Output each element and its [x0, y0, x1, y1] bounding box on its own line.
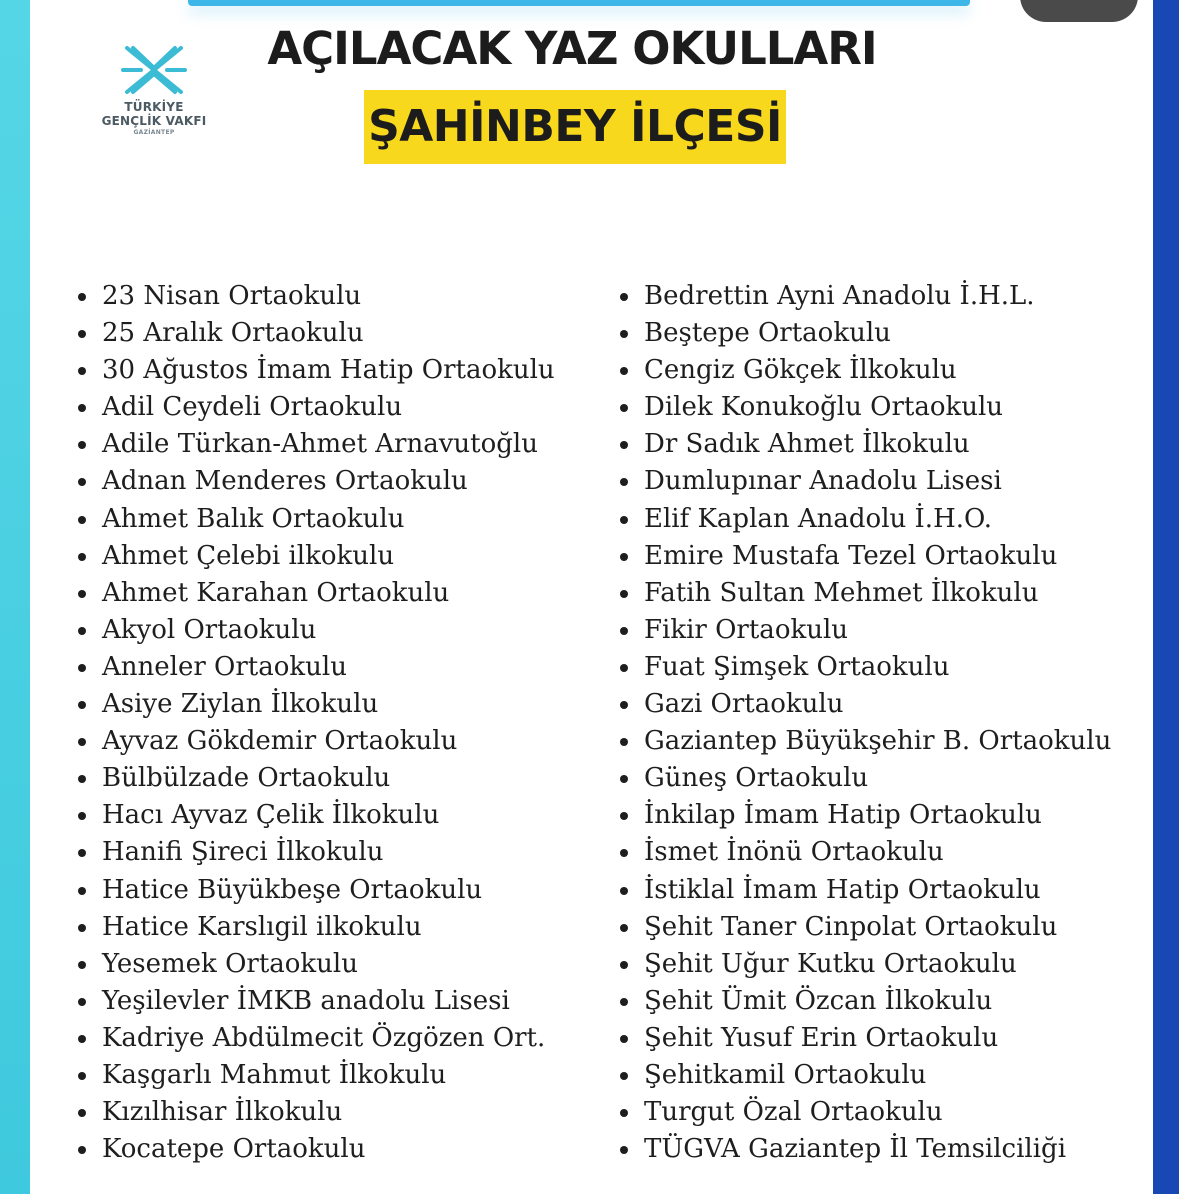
bullet-icon — [78, 293, 86, 301]
bullet-icon — [78, 1109, 86, 1117]
school-name: Gaziantep Büyükşehir B. Ortaokulu — [644, 726, 1112, 757]
bullet-icon — [620, 553, 628, 561]
school-name: Şehit Uğur Kutku Ortaokulu — [644, 948, 1017, 979]
school-name: Bedrettin Ayni Anadolu İ.H.L. — [644, 281, 1035, 311]
school-name: İstiklal İmam Hatip Ortaokulu — [644, 874, 1041, 905]
list-item — [618, 389, 1148, 426]
school-name: Asiye Ziylan İlkokulu — [102, 689, 379, 720]
bullet-icon — [78, 627, 86, 635]
school-name: Kaşgarlı Mahmut İlkokulu — [102, 1059, 447, 1090]
list-item — [76, 1094, 596, 1131]
bullet-icon — [620, 924, 628, 932]
bullet-icon — [620, 849, 628, 857]
school-name: Gazi Ortaokulu — [644, 689, 844, 720]
school-name: Elif Kaplan Anadolu İ.H.O. — [644, 503, 993, 534]
list-item — [618, 315, 1148, 352]
school-name: Adil Ceydeli Ortaokulu — [102, 392, 403, 423]
school-name: Dr Sadık Ahmet İlkokulu — [644, 429, 970, 460]
school-name: Şehit Ümit Özcan İlkokulu — [644, 985, 993, 1016]
bullet-icon — [78, 924, 86, 932]
school-name: Şehit Taner Cinpolat Ortaokulu — [644, 911, 1058, 942]
list-item — [76, 463, 596, 500]
school-name: Kızılhisar İlkokulu — [102, 1097, 343, 1128]
bullet-icon — [620, 367, 628, 375]
bullet-icon — [78, 553, 86, 561]
bullet-icon — [620, 516, 628, 524]
list-item — [76, 352, 596, 389]
list-item — [618, 723, 1148, 760]
list-item — [76, 834, 596, 871]
school-name: Hatice Karslıgil ilkokulu — [102, 911, 422, 942]
bullet-icon — [620, 590, 628, 598]
bullet-icon — [620, 701, 628, 709]
bullet-icon — [620, 478, 628, 486]
list-item — [76, 649, 596, 686]
bullet-icon — [620, 998, 628, 1006]
list-item — [618, 834, 1148, 871]
list-item — [76, 315, 596, 352]
list-item — [76, 501, 596, 538]
school-name: TÜGVA Gaziantep İl Temsilciliği — [644, 1134, 1067, 1165]
school-name: Kadriye Abdülmecit Özgözen Ort. — [102, 1022, 546, 1053]
bullet-icon — [620, 961, 628, 969]
bullet-icon — [620, 1109, 628, 1117]
page-title: AÇILACAK YAZ OKULLARI — [267, 22, 877, 75]
school-name: Yesemek Ortaokulu — [102, 948, 358, 979]
right-accent-band — [1153, 0, 1179, 1194]
school-name: Adile Türkan-Ahmet Arnavutoğlu — [102, 429, 538, 460]
list-item — [76, 909, 596, 946]
list-item — [618, 909, 1148, 946]
bullet-icon — [78, 516, 86, 524]
bullet-icon — [620, 404, 628, 412]
school-list-right — [618, 278, 1148, 1168]
bullet-icon — [78, 775, 86, 783]
bullet-icon — [78, 590, 86, 598]
bullet-icon — [78, 961, 86, 969]
bullet-icon — [620, 441, 628, 449]
school-name: İnkilap İmam Hatip Ortaokulu — [644, 800, 1042, 831]
school-name: Hanifi Şireci İlkokulu — [102, 837, 384, 868]
school-name: Adnan Menderes Ortaokulu — [102, 466, 468, 497]
list-item — [618, 501, 1148, 538]
list-item — [618, 463, 1148, 500]
school-name: Ahmet Çelebi ilkokulu — [102, 540, 395, 571]
subtitle-highlight — [364, 90, 786, 164]
list-item — [76, 575, 596, 612]
list-item — [618, 538, 1148, 575]
list-item — [76, 872, 596, 909]
bullet-icon — [78, 367, 86, 375]
list-item — [76, 946, 596, 983]
page-subtitle: ŞAHİNBEY İLÇESİ — [368, 101, 782, 152]
school-name: Hatice Büyükbeşe Ortaokulu — [102, 874, 483, 905]
list-item — [76, 1020, 596, 1057]
bullet-icon — [620, 812, 628, 820]
school-list-left — [76, 278, 596, 1168]
list-item — [76, 686, 596, 723]
bullet-icon — [78, 887, 86, 895]
list-item — [76, 278, 596, 315]
list-item — [76, 1131, 596, 1168]
list-item — [618, 760, 1148, 797]
bullet-icon — [620, 627, 628, 635]
logo-line-2: GENÇLİK VAKFI — [101, 114, 207, 128]
logo-line-3: GAZİANTEP — [133, 129, 175, 136]
bullet-icon — [78, 738, 86, 746]
list-item — [76, 389, 596, 426]
school-name: 23 Nisan Ortaokulu — [102, 281, 362, 311]
bullet-icon — [620, 330, 628, 338]
school-name: Turgut Özal Ortaokulu — [644, 1097, 943, 1128]
school-name: Şehitkamil Ortaokulu — [644, 1059, 927, 1090]
bullet-icon — [620, 664, 628, 672]
list-item — [76, 797, 596, 834]
school-name: Şehit Yusuf Erin Ortaokulu — [644, 1022, 999, 1053]
school-name: Dilek Konukoğlu Ortaokulu — [644, 392, 1004, 423]
school-name: Kocatepe Ortaokulu — [102, 1134, 366, 1165]
bullet-icon — [620, 1146, 628, 1154]
list-item — [76, 760, 596, 797]
tugva-logo — [96, 42, 212, 152]
list-item — [618, 983, 1148, 1020]
school-name: Akyol Ortaokulu — [102, 614, 317, 645]
list-item — [618, 1131, 1148, 1168]
school-name: Cengiz Gökçek İlkokulu — [644, 355, 957, 386]
list-item — [618, 686, 1148, 723]
list-item — [76, 426, 596, 463]
list-item — [618, 352, 1148, 389]
list-item — [618, 872, 1148, 909]
bullet-icon — [620, 887, 628, 895]
tugva-logo-icon — [119, 42, 189, 100]
bullet-icon — [620, 293, 628, 301]
corner-overlay-pill — [1020, 0, 1138, 22]
list-item — [76, 983, 596, 1020]
list-item — [618, 278, 1148, 315]
school-name: Beştepe Ortaokulu — [644, 318, 891, 349]
bullet-icon — [78, 849, 86, 857]
bullet-icon — [78, 404, 86, 412]
list-item — [618, 1094, 1148, 1131]
school-name: Anneler Ortaokulu — [102, 651, 347, 682]
school-name: Dumlupınar Anadolu Lisesi — [644, 466, 1002, 497]
list-item — [618, 797, 1148, 834]
list-item — [618, 946, 1148, 983]
school-name: Ahmet Balık Ortaokulu — [102, 503, 405, 534]
list-item — [76, 1057, 596, 1094]
school-name: Hacı Ayvaz Çelik İlkokulu — [102, 800, 440, 831]
list-item — [618, 575, 1148, 612]
bullet-icon — [620, 1035, 628, 1043]
school-name: Bülbülzade Ortaokulu — [102, 763, 391, 794]
bullet-icon — [78, 701, 86, 709]
list-item — [76, 538, 596, 575]
school-name: Fatih Sultan Mehmet İlkokulu — [644, 577, 1039, 608]
list-item — [76, 723, 596, 760]
left-accent-band — [0, 0, 30, 1194]
school-name: 30 Ağustos İmam Hatip Ortaokulu — [102, 355, 555, 386]
bullet-icon — [620, 1072, 628, 1080]
list-item — [618, 426, 1148, 463]
bullet-icon — [78, 1035, 86, 1043]
school-name: Güneş Ortaokulu — [644, 763, 869, 794]
list-item — [76, 612, 596, 649]
bullet-icon — [78, 664, 86, 672]
bullet-icon — [620, 738, 628, 746]
bullet-icon — [620, 775, 628, 783]
bullet-icon — [78, 812, 86, 820]
list-item — [618, 649, 1148, 686]
school-name: Yeşilevler İMKB anadolu Lisesi — [102, 985, 510, 1016]
school-name: Ayvaz Gökdemir Ortaokulu — [102, 726, 458, 757]
logo-line-1: TÜRKİYE — [124, 100, 184, 114]
school-name: Ahmet Karahan Ortaokulu — [102, 577, 450, 608]
top-accent-bar — [188, 0, 970, 6]
bullet-icon — [78, 330, 86, 338]
bullet-icon — [78, 441, 86, 449]
bullet-icon — [78, 998, 86, 1006]
list-item — [618, 1057, 1148, 1094]
list-item — [618, 1020, 1148, 1057]
school-name: Fikir Ortaokulu — [644, 614, 849, 645]
school-name: İsmet İnönü Ortaokulu — [644, 837, 944, 868]
list-item — [618, 612, 1148, 649]
school-name: 25 Aralık Ortaokulu — [102, 318, 364, 349]
bullet-icon — [78, 1146, 86, 1154]
school-name: Emire Mustafa Tezel Ortaokulu — [644, 540, 1058, 571]
bullet-icon — [78, 1072, 86, 1080]
bullet-icon — [78, 478, 86, 486]
school-name: Fuat Şimşek Ortaokulu — [644, 651, 950, 682]
